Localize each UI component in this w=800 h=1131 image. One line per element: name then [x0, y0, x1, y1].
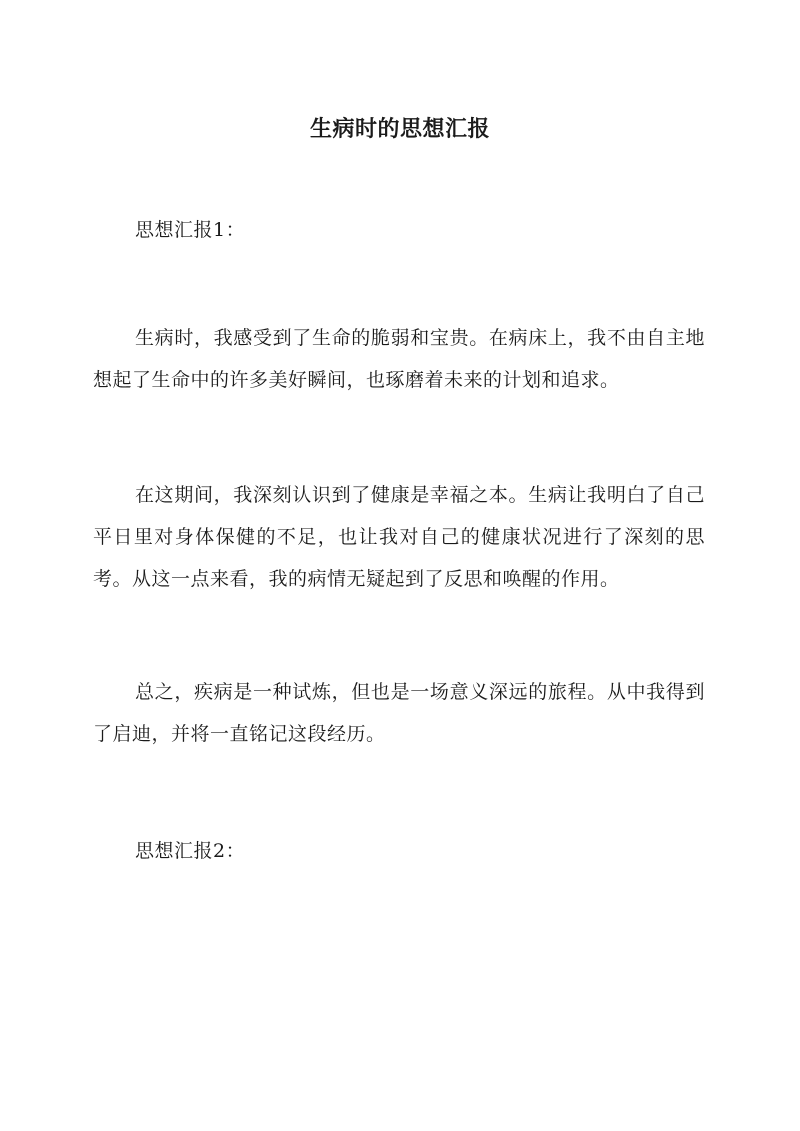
- section-heading-1: 思想汇报1：: [135, 219, 246, 241]
- body-paragraph-3: 总之，疾病是一种试炼，但也是一场意义深远的旅程。从中我得到了启迪，并将一直铭记这段经历。: [93, 681, 705, 745]
- section-heading-2: 思想汇报2：: [135, 840, 246, 862]
- body-paragraph-1: 生病时，我感受到了生命的脆弱和宝贵。在病床上，我不由自主地想起了生命中的许多美好瞬间，也琢磨着未来的计划和追求。: [93, 327, 705, 391]
- body-paragraph-2: 在这期间，我深刻认识到了健康是幸福之本。生病让我明白了自己平日里对身体保健的不足，也让我对自己的健康状况进行了深刻的思考。从这一点来看，我的病情无疑起到了反思和唤醒的作用。: [93, 484, 705, 590]
- document-title: 生病时的思想汇报: [309, 115, 490, 142]
